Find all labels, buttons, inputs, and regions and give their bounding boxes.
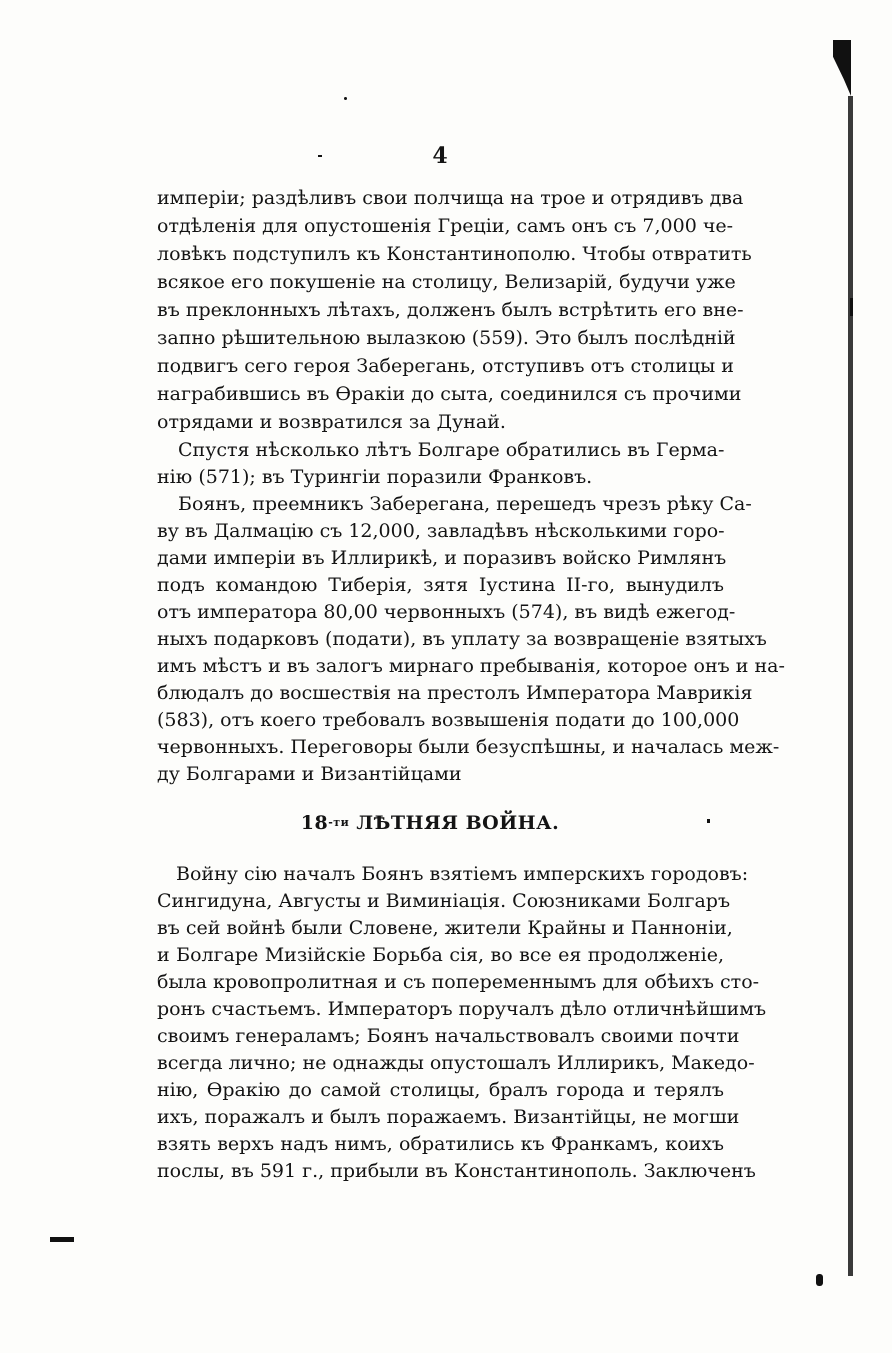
text-line: Сингидуна, Августы и Виминіація. Союзниками Болгаръ [157, 890, 731, 912]
text-line: была кровопролитная и съ попеременнымъ для обѣихъ сто- [157, 971, 760, 993]
text-line: всегда лично; не однажды опустошалъ Иллирикъ, Македо- [157, 1052, 755, 1074]
text-line: ихъ, поражалъ и былъ поражаемъ. Византійцы, не могши [157, 1106, 740, 1128]
text-line: подъ командою Тиберія, зятя Іустина II-го, вынудилъ [157, 574, 724, 596]
text-line: нію (571); въ Турингіи поразили Франковъ. [157, 466, 593, 488]
text-line: награбившись въ Ѳракіи до сыта, соединился съ прочими [157, 383, 742, 405]
text-line: отрядами и возвратился за Дунай. [157, 411, 506, 433]
text-line: нію, Ѳракію до самой столицы, бралъ города и терялъ [157, 1079, 724, 1101]
text-line: имъ мѣстъ и въ залогъ мирнаго пребыванія, которое онъ и на- [157, 655, 785, 677]
text-line: дами имперіи въ Иллирикѣ, и поразивъ войско Римлянъ [157, 547, 727, 569]
heading-number: 18 [300, 812, 329, 834]
section-heading [0, 812, 860, 834]
text-line: подвигъ сего героя Заберегань, отступивъ отъ столицы и [157, 355, 734, 377]
text-line: запно рѣшительною вылазкою (559). Это былъ послѣдній [157, 327, 736, 349]
scan-speck [318, 155, 322, 157]
scan-speck [850, 298, 853, 316]
heading-title: ЛѢТНЯЯ ВОЙНА. [349, 812, 560, 834]
text-line: своимъ генераламъ; Боянъ начальствовалъ своими почти [157, 1025, 740, 1047]
text-line: имперіи; раздѣливъ свои полчища на трое и отрядивъ два [157, 187, 744, 209]
scan-speck [816, 1274, 823, 1286]
text-line: ву въ Далмацію съ 12,000, завладѣвъ нѣсколькими горо- [157, 520, 725, 542]
text-line: червонныхъ. Переговоры были безуспѣшны, и началась меж- [157, 736, 780, 758]
text-line: ронъ счастьемъ. Императоръ поручалъ дѣло отличнѣйшимъ [157, 998, 767, 1020]
heading-suffix: -ти [328, 816, 350, 829]
text-line: блюдалъ до восшествія на престолъ Императора Маврикія [157, 682, 753, 704]
text-line: отъ императора 80,00 червонныхъ (574), въ видѣ ежегод- [157, 601, 736, 623]
text-line: всякое его покушеніе на столицу, Велизарій, будучи уже [157, 271, 736, 293]
text-line: въ преклонныхъ лѣтахъ, долженъ былъ встрѣтить его вне- [157, 299, 744, 321]
text-line: Войну сію началъ Боянъ взятіемъ имперскихъ городовъ: [176, 863, 749, 885]
text-line: взять верхъ надъ нимъ, обратились къ Франкамъ, коихъ [157, 1133, 724, 1155]
text-line: ду Болгарами и Византійцами [157, 763, 462, 785]
text-line: ловѣкъ подступилъ къ Константинополю. Чтобы отвратить [157, 243, 752, 265]
text-line: отдѣленія для опустошенія Греціи, самъ онъ съ 7,000 че- [157, 215, 734, 237]
scan-mark [833, 40, 851, 96]
text-line: Спустя нѣсколько лѣтъ Болгаре обратились въ Герма- [178, 439, 725, 461]
page-edge-line [848, 96, 853, 1276]
text-line: и Болгаре Мизійскіе Борьба сія, во все ея продолженіе, [157, 944, 724, 966]
scan-speck [344, 97, 347, 100]
text-line: въ сей войнѣ были Словене, жители Крайны и Панноніи, [157, 917, 733, 939]
text-line: послы, въ 591 г., прибыли въ Константинополь. Заключенъ [157, 1160, 756, 1182]
scan-mark [50, 1237, 74, 1242]
scan-speck [707, 819, 710, 823]
text-line: ныхъ подарковъ (подати), въ уплату за возвращеніе взятыхъ [157, 628, 767, 650]
text-line: Боянъ, преемникъ Заберегана, перешедъ чрезъ рѣку Са- [178, 493, 752, 515]
text-line: (583), отъ коего требовалъ возвышенія подати до 100,000 [157, 709, 740, 731]
page-number: 4 [432, 143, 448, 169]
